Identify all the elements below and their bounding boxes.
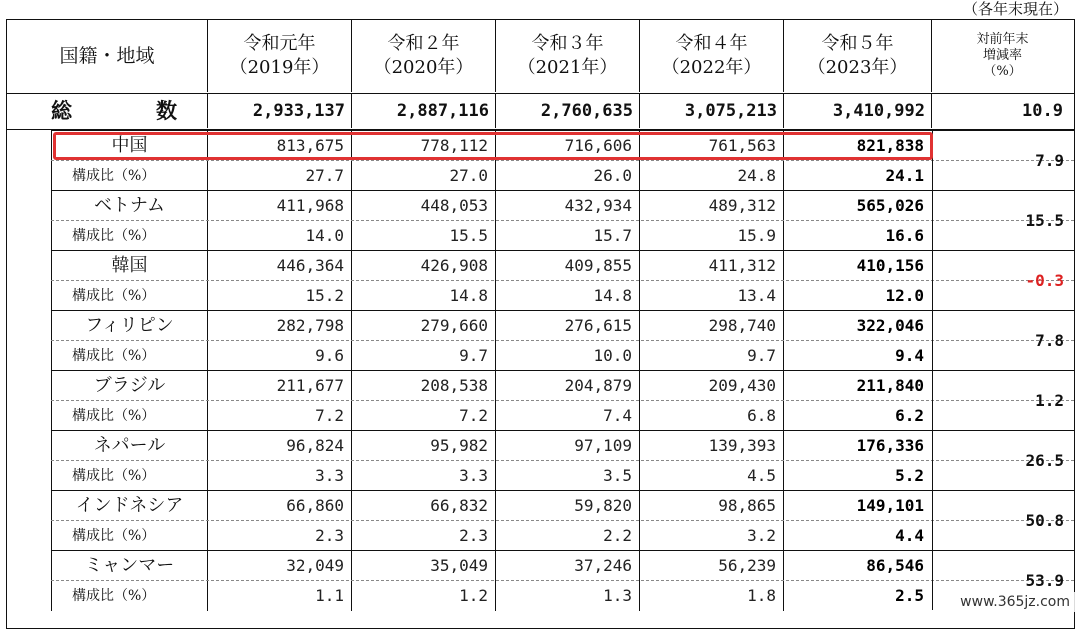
ratio-value: 15.7	[495, 221, 639, 251]
ratio-value: 9.7	[639, 341, 783, 371]
ratio-value: 9.4	[783, 341, 931, 371]
ratio-row	[51, 280, 1074, 310]
country-name: ネパール	[51, 431, 207, 461]
ratio-label: 構成比（%）	[51, 221, 207, 251]
year-label: （2020年）	[373, 57, 474, 78]
country-value: 208,538	[351, 371, 495, 401]
year-label: （2022年）	[661, 57, 762, 78]
ratio-value: 2.3	[207, 521, 351, 551]
table-header	[7, 20, 1074, 94]
country-name: 韓国	[51, 251, 207, 281]
ratio-label: 構成比（%）	[51, 341, 207, 371]
total-2023: 3,410,992	[783, 94, 931, 128]
rate-header	[931, 20, 1073, 92]
ratio-label: 構成比（%）	[51, 581, 207, 611]
rate-header-line1: 対前年末	[976, 32, 1029, 47]
country-value: 176,336	[783, 431, 931, 461]
country-rate: -0.3	[932, 250, 1074, 310]
rate-header-line2: 増減率	[982, 48, 1022, 63]
year-header-2021	[495, 20, 639, 92]
era-label: 令和３年	[531, 33, 604, 54]
country-value: 35,049	[351, 551, 495, 581]
country-row	[51, 490, 1074, 520]
ratio-label: 構成比（%）	[51, 161, 207, 191]
country-value: 95,982	[351, 431, 495, 461]
country-value: 66,832	[351, 491, 495, 521]
country-row	[51, 430, 1074, 460]
ratio-value: 15.2	[207, 281, 351, 311]
country-row	[51, 370, 1074, 400]
date-note: （各年末現在）	[962, 0, 1068, 18]
country-value: 56,239	[639, 551, 783, 581]
country-name: フィリピン	[51, 311, 207, 341]
country-name: ミャンマー	[51, 551, 207, 581]
ratio-value: 3.2	[639, 521, 783, 551]
country-row	[51, 310, 1074, 340]
year-header-2022	[639, 20, 783, 92]
country-value: 322,046	[783, 311, 931, 341]
total-2019: 2,933,137	[207, 94, 351, 128]
ratio-row	[51, 220, 1074, 250]
china-highlight-box	[53, 132, 933, 160]
ratio-label: 構成比（%）	[51, 281, 207, 311]
watermark: www.365jz.com	[954, 592, 1076, 612]
country-value: 204,879	[495, 371, 639, 401]
ratio-value: 1.8	[639, 581, 783, 611]
ratio-row	[51, 340, 1074, 370]
ratio-value: 12.0	[783, 281, 931, 311]
country-row	[51, 550, 1074, 580]
country-value: 411,312	[639, 251, 783, 281]
country-value: 298,740	[639, 311, 783, 341]
country-value: 59,820	[495, 491, 639, 521]
total-rate: 10.9	[931, 94, 1073, 128]
ratio-value: 7.2	[207, 401, 351, 431]
year-label: （2021年）	[517, 57, 618, 78]
country-rate: 53.9	[932, 550, 1074, 610]
country-value: 282,798	[207, 311, 351, 341]
total-2020: 2,887,116	[351, 94, 495, 128]
country-rate: 50.8	[932, 490, 1074, 550]
country-value: 96,824	[207, 431, 351, 461]
ratio-value: 27.0	[351, 161, 495, 191]
country-value: 778,112	[351, 131, 495, 161]
total-2022: 3,075,213	[639, 94, 783, 128]
year-label: （2023年）	[807, 57, 908, 78]
country-name: ブラジル	[51, 371, 207, 401]
ratio-value: 3.5	[495, 461, 639, 491]
region-header-label: 国籍・地域	[59, 45, 155, 67]
ratio-value: 13.4	[639, 281, 783, 311]
ratio-value: 1.1	[207, 581, 351, 611]
ratio-value: 7.2	[351, 401, 495, 431]
era-label: 令和２年	[387, 33, 460, 54]
ratio-value: 3.3	[207, 461, 351, 491]
country-value: 276,615	[495, 311, 639, 341]
country-value: 432,934	[495, 191, 639, 221]
country-value: 489,312	[639, 191, 783, 221]
country-value: 410,156	[783, 251, 931, 281]
country-value: 37,246	[495, 551, 639, 581]
country-name: ベトナム	[51, 191, 207, 221]
ratio-value: 10.0	[495, 341, 639, 371]
country-name: インドネシア	[51, 491, 207, 521]
country-name: 中国	[51, 131, 207, 161]
ratio-value: 15.9	[639, 221, 783, 251]
total-2021: 2,760,635	[495, 94, 639, 128]
country-value: 139,393	[639, 431, 783, 461]
country-rate: 1.2	[932, 370, 1074, 430]
country-value: 97,109	[495, 431, 639, 461]
ratio-value: 14.0	[207, 221, 351, 251]
country-value: 279,660	[351, 311, 495, 341]
country-value: 149,101	[783, 491, 931, 521]
ratio-value: 24.1	[783, 161, 931, 191]
country-rate: 7.8	[932, 310, 1074, 370]
country-value: 86,546	[783, 551, 931, 581]
residents-table	[6, 19, 1075, 629]
ratio-value: 24.8	[639, 161, 783, 191]
rate-header-line3: （%）	[983, 64, 1022, 79]
country-value: 813,675	[207, 131, 351, 161]
country-value: 448,053	[351, 191, 495, 221]
country-value: 411,968	[207, 191, 351, 221]
ratio-value: 14.8	[351, 281, 495, 311]
total-label-b: 数	[156, 98, 177, 123]
country-value: 66,860	[207, 491, 351, 521]
country-row	[51, 250, 1074, 280]
ratio-label: 構成比（%）	[51, 461, 207, 491]
country-value: 98,865	[639, 491, 783, 521]
ratio-value: 6.2	[783, 401, 931, 431]
ratio-value: 9.6	[207, 341, 351, 371]
country-value: 209,430	[639, 371, 783, 401]
country-rate: 7.9	[932, 130, 1074, 190]
ratio-value: 2.3	[351, 521, 495, 551]
country-rate: 15.5	[932, 190, 1074, 250]
country-value: 211,677	[207, 371, 351, 401]
ratio-value: 1.2	[351, 581, 495, 611]
ratio-value: 14.8	[495, 281, 639, 311]
ratio-value: 6.8	[639, 401, 783, 431]
ratio-label: 構成比（%）	[51, 521, 207, 551]
era-label: 令和４年	[675, 33, 748, 54]
ratio-value: 27.7	[207, 161, 351, 191]
country-row	[51, 190, 1074, 220]
country-value: 446,364	[207, 251, 351, 281]
region-header	[7, 20, 207, 92]
era-label: 令和元年	[243, 33, 316, 54]
country-value: 426,908	[351, 251, 495, 281]
ratio-value: 9.7	[351, 341, 495, 371]
table-body	[7, 130, 1074, 630]
country-value: 716,606	[495, 131, 639, 161]
ratio-value: 1.3	[495, 581, 639, 611]
ratio-value: 16.6	[783, 221, 931, 251]
total-label	[7, 94, 207, 128]
ratio-row	[51, 460, 1074, 490]
year-label: （2019年）	[229, 57, 330, 78]
ratio-value: 26.0	[495, 161, 639, 191]
total-row	[7, 94, 1074, 130]
ratio-row	[51, 520, 1074, 550]
year-header-2020	[351, 20, 495, 92]
ratio-value: 15.5	[351, 221, 495, 251]
ratio-value: 2.5	[783, 581, 931, 611]
ratio-row	[51, 580, 1074, 610]
year-header-2019	[207, 20, 351, 92]
ratio-row	[51, 400, 1074, 430]
total-label-a: 総	[51, 98, 72, 123]
country-value: 211,840	[783, 371, 931, 401]
year-header-2023	[783, 20, 931, 92]
country-value: 761,563	[639, 131, 783, 161]
country-rate: 26.5	[932, 430, 1074, 490]
era-label: 令和５年	[821, 33, 894, 54]
country-value: 32,049	[207, 551, 351, 581]
ratio-value: 3.3	[351, 461, 495, 491]
ratio-label: 構成比（%）	[51, 401, 207, 431]
ratio-value: 5.2	[783, 461, 931, 491]
country-value: 409,855	[495, 251, 639, 281]
ratio-value: 4.5	[639, 461, 783, 491]
country-value: 821,838	[783, 131, 931, 161]
ratio-value: 4.4	[783, 521, 931, 551]
country-value: 565,026	[783, 191, 931, 221]
ratio-value: 7.4	[495, 401, 639, 431]
ratio-value: 2.2	[495, 521, 639, 551]
ratio-row	[51, 160, 1074, 190]
